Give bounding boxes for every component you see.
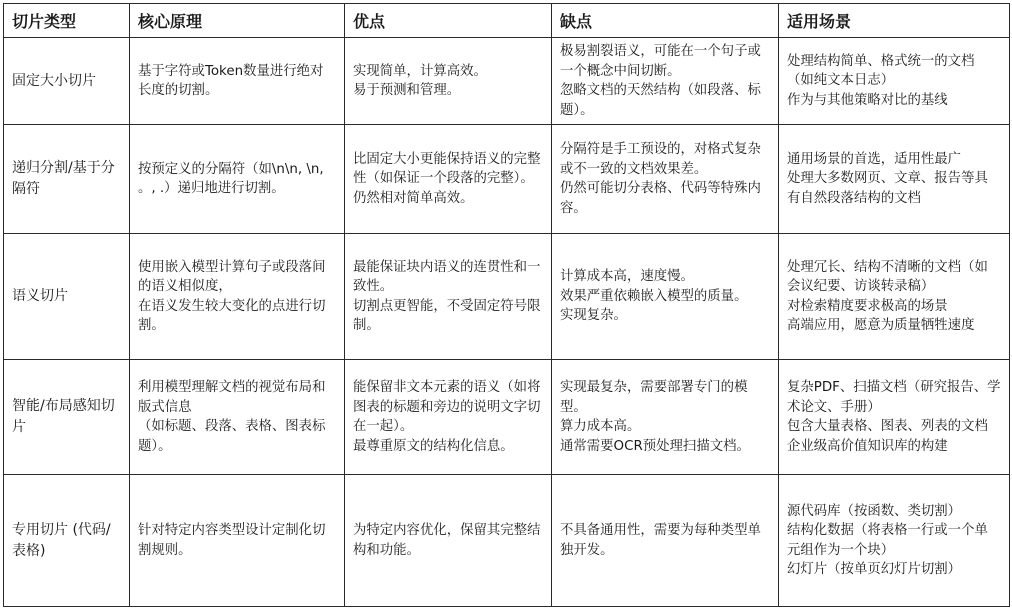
cell-line: 在语义发生较大变化的点进行切割。 bbox=[138, 298, 326, 333]
cell-line: 分隔符是手工预设的，对格式复杂或不一致的文档效果差。 bbox=[560, 142, 761, 177]
table-row bbox=[4, 38, 1010, 125]
table-row bbox=[4, 475, 1010, 607]
cell-type bbox=[4, 38, 130, 125]
cell-scenarios bbox=[779, 125, 1010, 234]
cell-type bbox=[4, 475, 130, 607]
cell-line: 比固定大小更能保持语义的完整性（如保证一个段落的完整）。 bbox=[353, 151, 541, 187]
chunking-comparison-table bbox=[3, 3, 1010, 607]
cell-line: 利用模型理解文档的视觉布局和版式信息 bbox=[138, 380, 326, 415]
cell-line: 对检索精度要求极高的场景 bbox=[787, 298, 948, 314]
cell-scenarios bbox=[779, 38, 1010, 125]
cell-line: 易于预测和管理。 bbox=[353, 83, 461, 98]
cell-pros bbox=[345, 475, 552, 607]
cell-line: 处理结构简单、格式统一的文档（如纯文本日志） bbox=[787, 53, 975, 89]
cell-type bbox=[4, 360, 130, 475]
cell-cons bbox=[552, 234, 779, 360]
cell-type bbox=[4, 234, 130, 360]
header-principle: 核心原理 bbox=[130, 4, 345, 38]
cell-line: 针对特定内容类型设计定制化切割规则。 bbox=[138, 523, 326, 558]
cell-principle bbox=[130, 38, 345, 125]
table-header-row bbox=[4, 4, 1010, 38]
cell-line: 算力成本高。 bbox=[560, 419, 641, 434]
cell-line: 效果严重依赖嵌入模型的质量。 bbox=[560, 288, 748, 304]
cell-line: 源代码库（按函数、类切割） bbox=[787, 503, 962, 519]
cell-line: 仍然相对简单高效。 bbox=[353, 190, 474, 206]
cell-type bbox=[4, 125, 130, 234]
cell-pros bbox=[345, 38, 552, 125]
cell-line: 结构化数据（将表格一行或一个单元组作为一个块） bbox=[787, 523, 988, 558]
cell-principle bbox=[130, 360, 345, 475]
cell-pros bbox=[345, 234, 552, 360]
header-cons: 缺点 bbox=[552, 4, 779, 38]
cell-line: 仍然可能切分表格、代码等特殊内容。 bbox=[560, 181, 761, 216]
cell-line: 能保留非文本元素的语义（如将图表的标题和旁边的说明文字切在一起）。 bbox=[353, 380, 541, 434]
cell-principle bbox=[130, 475, 345, 607]
cell-line: 通常需要OCR预处理扫描文档。 bbox=[560, 438, 750, 454]
cell-line: 通用场景的首选，适用性最广 bbox=[787, 151, 962, 167]
cell-pros bbox=[345, 125, 552, 234]
cell-principle bbox=[130, 125, 345, 234]
cell-line: 切割点更智能，不受固定符号限制。 bbox=[353, 298, 541, 333]
cell-line: 固定大小切片 bbox=[12, 72, 96, 89]
cell-line: 语义切片 bbox=[12, 288, 68, 304]
table-row bbox=[4, 125, 1010, 234]
cell-line: 作为与其他策略对比的基线 bbox=[787, 92, 948, 108]
cell-pros bbox=[345, 360, 552, 475]
header-scenarios: 适用场景 bbox=[779, 4, 1010, 38]
cell-line: 复杂PDF、扫描文档（研究报告、学术论文、手册） bbox=[787, 380, 1001, 415]
cell-scenarios bbox=[779, 475, 1010, 607]
table-row bbox=[4, 234, 1010, 360]
cell-line: 实现简单，计算高效。 bbox=[353, 63, 487, 79]
cell-line: 处理冗长、结构不清晰的文档（如会议纪要、访谈转录稿） bbox=[787, 259, 988, 294]
cell-line: 使用嵌入模型计算句子或段落间的语义相似度， bbox=[138, 259, 326, 294]
cell-line: 幻灯片（按单页幻灯片切割） bbox=[787, 562, 962, 577]
cell-line: 递归分割/基于分隔符 bbox=[12, 160, 115, 197]
cell-line: 专用切片 (代码/表格) bbox=[12, 521, 111, 559]
cell-line: （如标题、段落、表格、图表标题）。 bbox=[138, 419, 326, 454]
cell-line: 高端应用，愿意为质量牺牲速度 bbox=[787, 318, 975, 333]
cell-line: 不具备通用性，需要为每种类型单独开发。 bbox=[560, 523, 761, 558]
cell-line: 实现最复杂，需要部署专门的模型。 bbox=[560, 380, 748, 415]
cell-scenarios bbox=[779, 360, 1010, 475]
header-type: 切片类型 bbox=[4, 4, 130, 38]
cell-principle bbox=[130, 234, 345, 360]
cell-cons bbox=[552, 475, 779, 607]
cell-line: 忽略文档的天然结构（如段落、标题）。 bbox=[560, 83, 761, 118]
cell-line: 极易割裂语义，可能在一个句子或一个概念中间切断。 bbox=[560, 44, 761, 79]
header-pros: 优点 bbox=[345, 4, 552, 38]
cell-line: 处理大多数网页、文章、报告等具有自然段落结构的文档 bbox=[787, 171, 988, 206]
table-row bbox=[4, 360, 1010, 475]
cell-line: 最尊重原文的结构化信息。 bbox=[353, 438, 514, 454]
cell-line: 为特定内容优化，保留其完整结构和功能。 bbox=[353, 523, 541, 558]
cell-cons bbox=[552, 360, 779, 475]
cell-cons bbox=[552, 125, 779, 234]
cell-line: 包含大量表格、图表、列表的文档 bbox=[787, 419, 988, 434]
cell-scenarios bbox=[779, 234, 1010, 360]
cell-line: 基于字符或Token数量进行绝对长度的切割。 bbox=[138, 63, 324, 98]
cell-line: 最能保证块内语义的连贯性和一致性。 bbox=[353, 259, 541, 294]
cell-line: 企业级高价值知识库的构建 bbox=[787, 438, 948, 454]
cell-line: 智能/布局感知切片 bbox=[12, 398, 115, 435]
cell-line: 按预定义的分隔符（如\n\n, \n, 。, .）递归地进行切割。 bbox=[138, 161, 324, 196]
cell-line: 实现复杂。 bbox=[560, 308, 627, 324]
cell-cons bbox=[552, 38, 779, 125]
cell-line: 计算成本高，速度慢。 bbox=[560, 269, 694, 285]
